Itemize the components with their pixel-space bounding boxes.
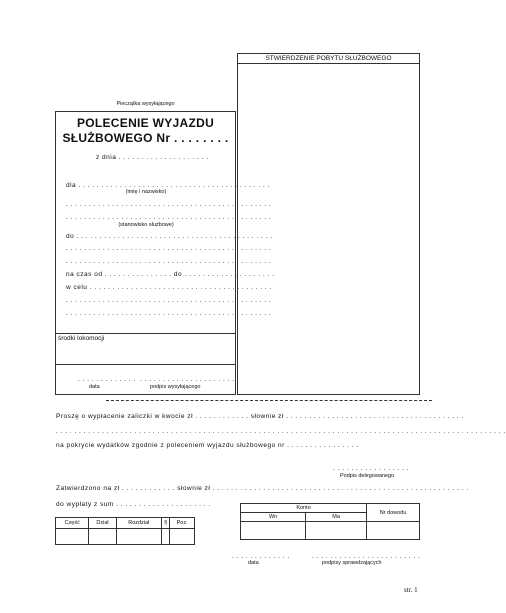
bottom-date-caption: data — [248, 560, 259, 566]
signature-divider — [55, 364, 236, 365]
budget-classification-table — [55, 517, 195, 545]
sign-sender-dots[interactable]: . . . . . . . . . . . . . . . . . . . . . — [140, 376, 235, 383]
purpose-field[interactable]: w celu . . . . . . . . . . . . . . . . . . . . . . . . . . . . . . . . . . . . . . . . — [66, 284, 272, 291]
cell-part[interactable] — [56, 529, 89, 545]
name-field[interactable]: dla . . . . . . . . . . . . . . . . . . . . . . . . . . . . . . . . . . . . . . . . . . — [66, 182, 270, 189]
delegate-caption: Podpis delegowanego — [340, 473, 395, 479]
stamp-label: Pieczątka wysyłającego — [116, 101, 175, 107]
approved-line[interactable]: Zatwierdzono na zł . . . . . . . . . . . . słownie zł . . . . . . . . . . . . . . . . . . . . . . . . . . . . . . . . . . . . . . . . . . . . . . . . . . . . . . . . — [56, 485, 469, 492]
form-title-line1: POLECENIE WYJAZDU — [76, 116, 215, 130]
form-title-line2: SŁUŻBOWEGO Nr . . . . . . . . — [62, 131, 229, 145]
payout-line[interactable]: do wypłaty z sum . . . . . . . . . . . . . . . . . . . . . — [56, 501, 211, 508]
account-table — [240, 503, 420, 540]
bottom-date-dots[interactable]: . . . . . . . . . . . . . — [232, 553, 290, 560]
debit-header: Wn — [241, 513, 306, 522]
header-paragraph: § — [161, 518, 169, 529]
position-field[interactable]: . . . . . . . . . . . . . . . . . . . . . . . . . . . . . . . . . . . . . . . . . . . . . — [66, 214, 272, 221]
time-period-field[interactable]: na czas od . . . . . . . . . . . . . . . do . . . . . . . . . . . . . . . . . . . . — [66, 271, 275, 278]
purpose-field-line2[interactable]: . . . . . . . . . . . . . . . . . . . . . . . . . . . . . . . . . . . . . . . . . . . . . — [66, 297, 272, 304]
expenses-line[interactable]: na pokrycie wydatków zgodnie z poleceniem wyjazdu służbowego nr . . . . . . . . . . . . . . . . — [56, 442, 359, 449]
position-caption: (stanowisko służbowe) — [118, 222, 174, 228]
name-caption: (imię i nazwisko) — [125, 189, 167, 195]
credit-header: Ma — [306, 513, 367, 522]
delegate-signature-dots[interactable]: . . . . . . . . . . . . . . . . . — [333, 465, 410, 472]
checkers-caption: podpisy sprawdzających — [322, 560, 382, 566]
account-header: Konto — [241, 504, 367, 513]
destination-field-line2[interactable]: . . . . . . . . . . . . . . . . . . . . . . . . . . . . . . . . . . . . . . . . . . . . . — [66, 245, 272, 252]
cell-chapter[interactable] — [116, 529, 161, 545]
advance-request-line[interactable]: Proszę o wypłacenie zaliczki w kwocie zł . . . . . . . . . . . . słownie zł . . . . . . . . . . . . . . . . . . . . . . . . . . . . . . . . . . . . . . . — [56, 413, 464, 420]
purpose-field-line3[interactable]: . . . . . . . . . . . . . . . . . . . . . . . . . . . . . . . . . . . . . . . . . . . . . — [66, 310, 272, 317]
proof-number-cell[interactable] — [367, 522, 420, 540]
name-field-line2[interactable]: . . . . . . . . . . . . . . . . . . . . . . . . . . . . . . . . . . . . . . . . . . . . . — [66, 201, 272, 208]
transport-divider — [55, 333, 236, 334]
confirmation-title-divider — [237, 63, 420, 64]
confirmation-title: STWIERDZENIE POBYTU SŁUŻBOWEGO — [265, 55, 392, 62]
credit-cell[interactable] — [306, 522, 367, 540]
cell-position[interactable] — [170, 529, 195, 545]
header-section: Dział — [89, 518, 116, 529]
destination-field[interactable]: do . . . . . . . . . . . . . . . . . . . . . . . . . . . . . . . . . . . . . . . . . . . — [66, 233, 273, 240]
sign-sender-caption: podpis wysyłającego — [150, 384, 201, 390]
cell-section[interactable] — [89, 529, 116, 545]
destination-field-line3[interactable]: . . . . . . . . . . . . . . . . . . . . . . . . . . . . . . . . . . . . . . . . . . . . . — [66, 258, 272, 265]
header-chapter: Rozdział — [116, 518, 161, 529]
header-position: Poz. — [170, 518, 195, 529]
date-field[interactable]: z dnia . . . . . . . . . . . . . . . . . . . . — [96, 154, 209, 161]
proof-number-header: Nr dowodu — [367, 504, 420, 522]
sign-date-caption: data — [89, 384, 100, 390]
cut-line — [106, 400, 432, 401]
debit-cell[interactable] — [241, 522, 306, 540]
cell-paragraph[interactable] — [161, 529, 169, 545]
sign-date-dots[interactable]: . . . . . . . . . . . . . — [78, 376, 136, 383]
header-part: Część — [56, 518, 89, 529]
bottom-signature-dots[interactable]: . . . . . . . . . . . . . . . . . . . . . . . . — [312, 553, 421, 560]
transport-label: środki lokomocji — [58, 335, 105, 342]
advance-request-line2[interactable]: . . . . . . . . . . . . . . . . . . . . . . . . . . . . . . . . . . . . . . . . . . . . . . . . . . . . . . . . . . . . . . . . . . . . . . . . . . . . . . . . . . . . . . . . . . . . . . . . . . — [56, 428, 506, 435]
page-number: str. 1 — [404, 586, 418, 594]
confirmation-box — [237, 53, 420, 395]
